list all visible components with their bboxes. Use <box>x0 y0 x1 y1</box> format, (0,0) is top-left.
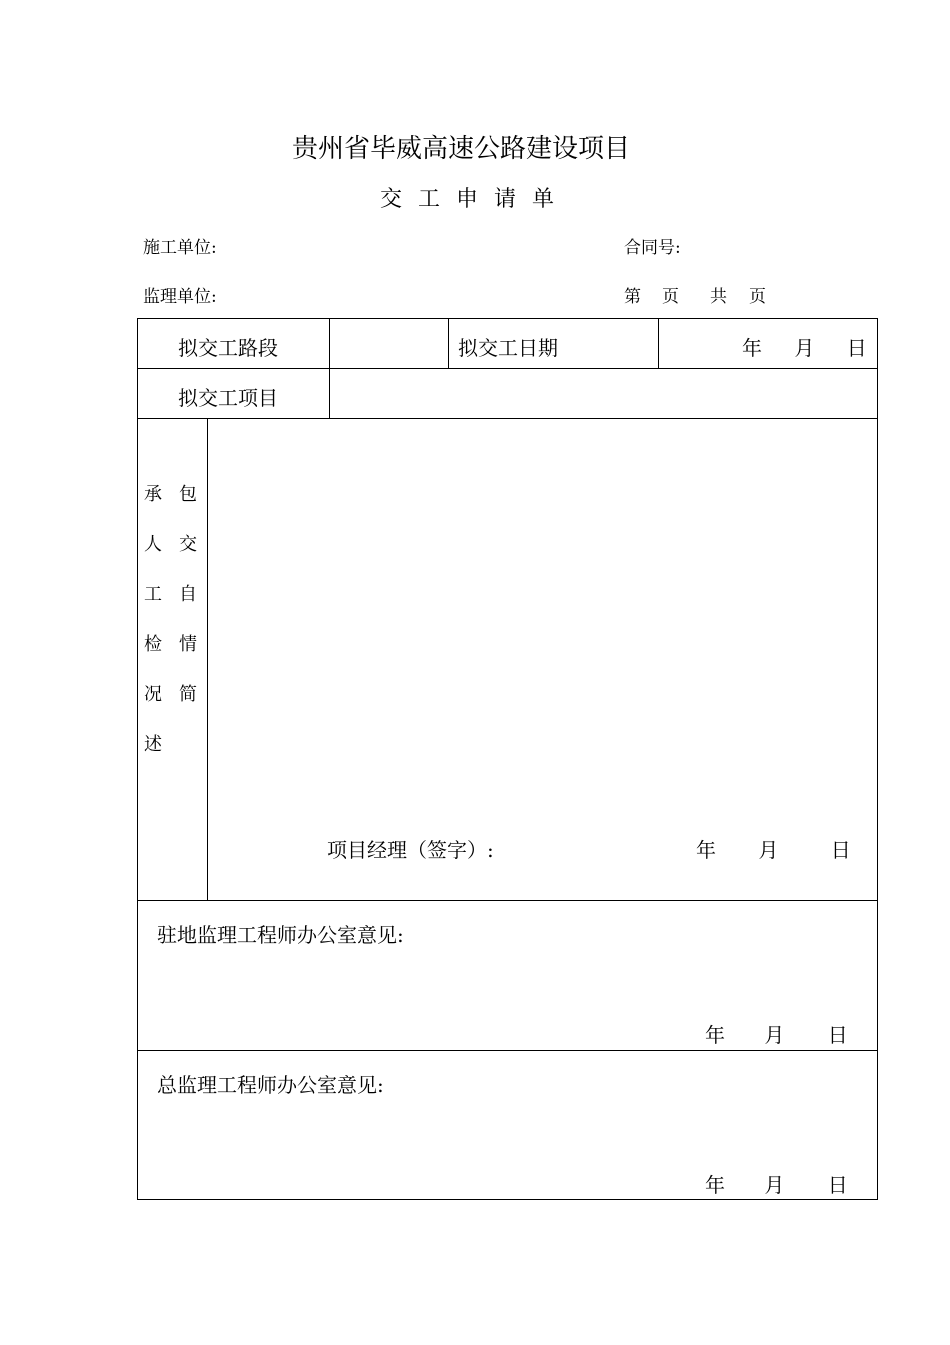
pm-month: 月 <box>758 838 779 862</box>
contractor-label: 施工单位: <box>143 238 217 258</box>
resident-day: 日 <box>827 1023 848 1047</box>
contract-no-label: 合同号: <box>624 238 681 258</box>
date-label: 拟交工日期 <box>458 336 558 360</box>
pm-day: 日 <box>830 838 851 862</box>
total-pages-unit: 页 <box>749 287 766 307</box>
chief-opinion-date[interactable] <box>705 1169 848 1198</box>
column-divider <box>329 319 330 419</box>
application-form-table <box>137 318 878 1200</box>
completion-date-field[interactable] <box>742 332 867 361</box>
chief-year: 年 <box>705 1173 725 1197</box>
date-month: 月 <box>794 336 815 360</box>
self-check-textarea[interactable] <box>210 421 875 821</box>
column-divider <box>658 319 659 369</box>
chief-opinion-label: 总监理工程师办公室意见: <box>157 1073 384 1097</box>
self-check-label-col1: 承 人 工 检 况 述 <box>144 484 162 755</box>
pm-year: 年 <box>696 838 716 862</box>
document-title: 贵州省毕威高速公路建设项目 <box>291 134 630 164</box>
chief-day: 日 <box>827 1173 848 1197</box>
resident-opinion-date[interactable] <box>705 1019 848 1048</box>
chief-opinion-input[interactable] <box>142 1101 875 1161</box>
item-input[interactable] <box>331 371 875 417</box>
self-check-label-col2: 包 交 自 情 简 <box>179 484 197 705</box>
date-day: 日 <box>846 336 867 360</box>
page-no-prefix: 第 <box>624 287 641 307</box>
row-divider <box>138 418 877 419</box>
document-subtitle: 交工申请单 <box>379 187 570 212</box>
section-label: 拟交工路段 <box>178 336 278 360</box>
supervisor-label: 监理单位: <box>143 287 217 307</box>
column-divider <box>448 319 449 369</box>
resident-month: 月 <box>764 1023 785 1047</box>
row-divider <box>138 368 877 369</box>
total-pages-prefix: 共 <box>710 287 727 307</box>
section-input[interactable] <box>331 321 446 367</box>
resident-opinion-input[interactable] <box>142 951 875 1011</box>
date-year: 年 <box>742 336 762 360</box>
pm-signature-date[interactable] <box>696 834 851 863</box>
chief-month: 月 <box>764 1173 785 1197</box>
pm-signature-label: 项目经理（签字）: <box>327 838 494 862</box>
page-no-unit: 页 <box>662 287 679 307</box>
resident-year: 年 <box>705 1023 725 1047</box>
column-divider <box>207 419 208 901</box>
row-divider <box>138 1050 877 1051</box>
item-label: 拟交工项目 <box>178 386 278 410</box>
resident-opinion-label: 驻地监理工程师办公室意见: <box>157 923 404 947</box>
row-divider <box>138 900 877 901</box>
